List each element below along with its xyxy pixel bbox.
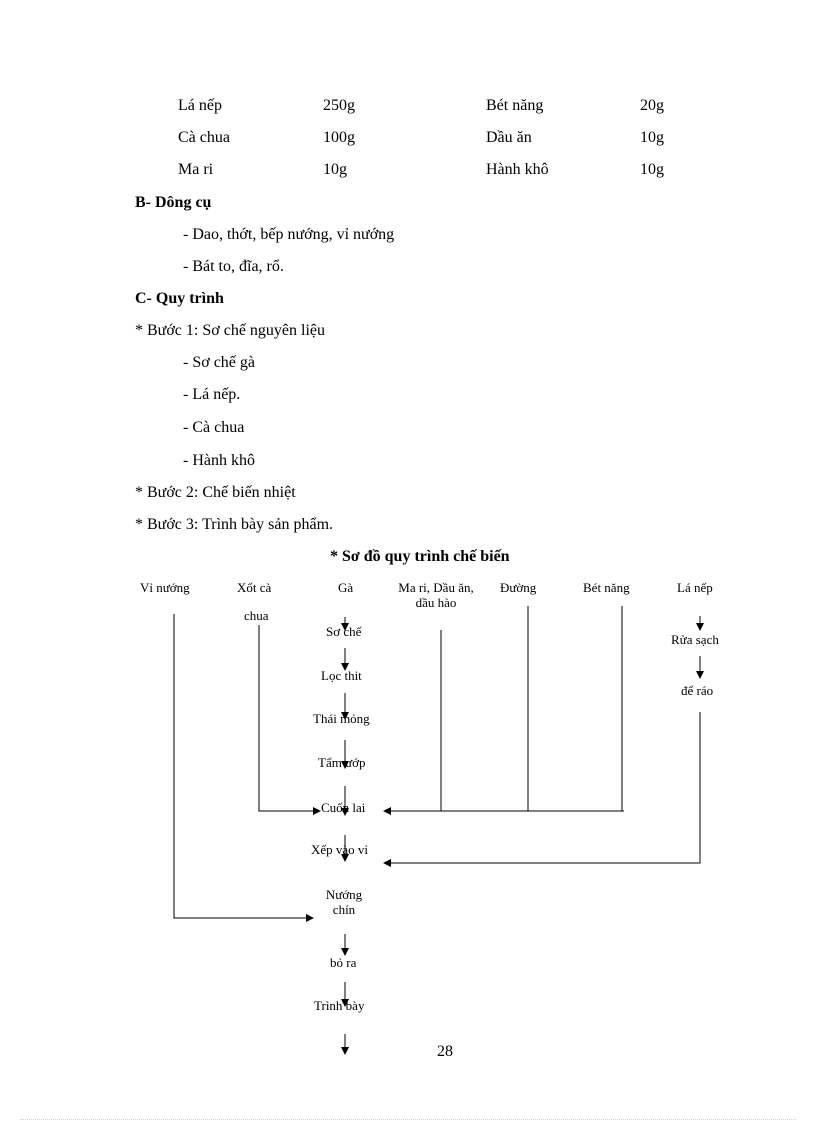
step-1-item: - Sơ chế gà bbox=[183, 354, 255, 371]
step-rua-sach: Rửa sạch bbox=[671, 632, 719, 647]
step-1-item: - Hành khô bbox=[183, 452, 255, 469]
tool-item: - Bát to, đĩa, rổ. bbox=[183, 258, 284, 275]
step-de-rao: để ráo bbox=[681, 683, 714, 698]
diagram-title: * Sơ đồ quy trình chế biến bbox=[330, 548, 510, 565]
tool-item: - Dao, thớt, bếp nướng, vỉ nướng bbox=[183, 226, 395, 243]
ingredient-amount: 20g bbox=[640, 97, 664, 114]
step-2: * Bước 2: Chế biến nhiệt bbox=[135, 484, 296, 501]
step-thai-mong: Thái mỏng bbox=[313, 711, 370, 726]
input-vi-nuong: Vỉ nướng bbox=[140, 580, 190, 595]
input-xot-ca-chua: chua bbox=[244, 608, 269, 623]
input-bet-nang: Bét năng bbox=[583, 580, 630, 595]
step-nuong-chin: Nướng chín bbox=[325, 887, 363, 917]
section-b-heading: B- Dông cụ bbox=[135, 194, 212, 211]
connector-la-nep-xep-vao-vi bbox=[384, 712, 700, 863]
ingredient-name: Bét năng bbox=[486, 97, 544, 114]
ingredient-name: Ma ri bbox=[178, 161, 214, 178]
ingredient-amount: 10g bbox=[640, 161, 664, 178]
input-duong: Đường bbox=[500, 580, 537, 595]
step-tam-uop: Tẩm ướp bbox=[318, 755, 366, 770]
step-so-che: Sơ chế bbox=[326, 624, 362, 639]
connector-xot-ca-chua bbox=[259, 625, 320, 811]
ingredient-amount: 10g bbox=[640, 129, 664, 146]
ingredient-amount: 100g bbox=[323, 129, 355, 146]
input-xot-ca: Xốt cà bbox=[237, 580, 272, 595]
ingredient-amount: 250g bbox=[323, 97, 355, 114]
step-1: * Bước 1: Sơ chế nguyên liệu bbox=[135, 322, 326, 339]
step-3: * Bước 3: Trình bày sản phẩm. bbox=[135, 516, 334, 533]
step-1-item: - Lá nếp. bbox=[183, 386, 241, 403]
step-trinh-bay: Trình bày bbox=[314, 998, 365, 1013]
step-loc-thit: Lọc thit bbox=[321, 668, 362, 683]
ingredient-name: Dầu ăn bbox=[486, 129, 532, 146]
input-la-nep: Lá nếp bbox=[677, 580, 713, 595]
input-ga: Gà bbox=[338, 580, 354, 595]
ingredient-amount: 10g bbox=[323, 161, 347, 178]
connector-vi-nuong bbox=[174, 614, 313, 918]
step-xep-vao-vi: Xếp vào vỉ bbox=[311, 842, 369, 857]
step-cuon-lai: Cuốn lai bbox=[321, 800, 366, 815]
ingredient-name: Hành khô bbox=[486, 161, 549, 178]
ingredient-name: Cà chua bbox=[178, 129, 230, 146]
page-bottom-divider bbox=[20, 1119, 796, 1120]
page-number: 28 bbox=[437, 1043, 453, 1060]
step-1-item: - Cà chua bbox=[183, 419, 245, 436]
ingredient-name: Lá nếp bbox=[178, 97, 222, 114]
step-bo-ra: bỏ ra bbox=[330, 955, 357, 970]
section-c-heading: C- Quy trình bbox=[135, 290, 224, 307]
input-mari-dau: Ma ri, Dầu ăn, dầu hào bbox=[398, 580, 474, 610]
